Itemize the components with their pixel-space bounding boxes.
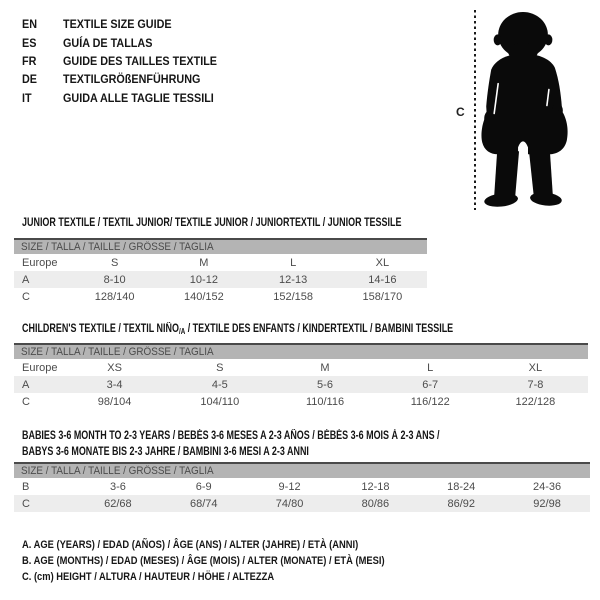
size-cell: 140/152 <box>183 290 224 303</box>
legend-line-a: A. AGE (YEARS) / EDAD (AÑOS) / ÂGE (ANS) / ALTER (JAHRE) / ETÀ (ANNI) <box>22 539 359 551</box>
size-cell: 24-36 <box>532 480 562 493</box>
row-label: C <box>22 395 30 408</box>
children-title-post: / TEXTILE DES ENFANTS / KINDERTEXTIL / BAMBINI TESSILE <box>185 323 454 335</box>
language-label: GUIDE DES TAILLES TEXTILE <box>63 53 218 68</box>
size-cell: S <box>216 361 224 374</box>
table-row <box>14 478 590 495</box>
table-row <box>14 254 427 271</box>
size-header-bar <box>14 464 590 478</box>
size-cell: 3-4 <box>106 378 123 391</box>
size-header-text: SIZE / TALLA / TAILLE / GRÖSSE / TAGLIA <box>21 241 214 253</box>
size-cell: 5-6 <box>317 378 333 391</box>
size-cell: 12-13 <box>279 273 308 286</box>
table-row <box>14 393 588 410</box>
size-cell: 9-12 <box>278 480 301 493</box>
size-cell: 128/140 <box>94 290 135 303</box>
babies-title-line2: BABYS 3-6 MONATE BIS 2-3 JAHRE / BAMBINI 3-6 MESI A 2-3 ANNI <box>22 445 309 458</box>
size-cell: 8-10 <box>103 273 126 286</box>
children-title-sub: /A <box>178 327 186 336</box>
size-cell: 152/158 <box>273 290 313 303</box>
language-code: FR <box>22 53 37 68</box>
babies-size-table <box>14 462 590 512</box>
children-title-pre: CHILDREN'S TEXTILE / TEXTIL NIÑO <box>22 323 179 335</box>
size-cell: 104/110 <box>200 395 240 408</box>
language-code: EN <box>22 17 38 32</box>
babies-title-line1: BABIES 3-6 MONTH TO 2-3 YEARS / BEBÉS 3-6 MESES A 2-3 AÑOS / BÉBÉS 3-6 MOIS À 2-3 ANS / <box>22 430 440 442</box>
legend-line-b: B. AGE (MONTHS) / EDAD (MESES) / ÂGE (MOIS) / ALTER (MONATE) / ETÀ (MESI) <box>22 555 385 567</box>
size-header-bar <box>14 345 588 359</box>
language-row <box>22 70 234 88</box>
size-cell: 110/116 <box>305 395 345 408</box>
language-label: TEXTILE SIZE GUIDE <box>63 17 172 32</box>
size-cell: 74/80 <box>275 497 304 510</box>
size-cell: 122/128 <box>515 395 556 408</box>
size-cell: 116/122 <box>410 395 450 408</box>
size-cell: XL <box>528 361 543 374</box>
table-row <box>14 359 588 376</box>
table-row <box>14 271 427 288</box>
size-cell: L <box>427 361 434 374</box>
legend-line-c: C. (cm) HEIGHT / ALTURA / HAUTEUR / HÖHE / ALTEZZA <box>22 571 275 583</box>
height-measure-label: C <box>456 105 465 119</box>
baby-silhouette-icon <box>478 8 580 212</box>
size-cell: XS <box>107 361 122 374</box>
row-label: Europe <box>22 256 58 269</box>
row-label: Europe <box>22 361 58 374</box>
size-cell: 98/104 <box>97 395 132 408</box>
size-cell: 158/170 <box>362 290 403 303</box>
size-cell: 3-6 <box>109 480 126 493</box>
table-row <box>14 376 588 393</box>
table-row <box>14 288 427 305</box>
size-cell: 14-16 <box>368 273 397 286</box>
junior-size-table <box>14 238 427 305</box>
children-table-title <box>22 323 453 338</box>
size-cell: M <box>320 361 330 374</box>
junior-table-title: JUNIOR TEXTILE / TEXTIL JUNIOR/ TEXTILE JUNIOR / JUNIORTEXTIL / JUNIOR TESSILE <box>22 217 402 229</box>
language-row <box>22 89 234 107</box>
size-cell: 80/86 <box>361 497 390 510</box>
language-code: IT <box>22 90 32 105</box>
size-header-text: SIZE / TALLA / TAILLE / GRÖSSE / TAGLIA <box>21 346 214 358</box>
language-label: GUÍA DE TALLAS <box>63 35 153 50</box>
size-header-bar <box>14 240 427 254</box>
size-cell: L <box>290 256 297 269</box>
size-cell: 7-8 <box>527 378 544 391</box>
size-cell: M <box>199 256 209 269</box>
language-row <box>22 52 234 70</box>
language-code: ES <box>22 35 37 50</box>
measurement-legend <box>22 537 449 585</box>
size-cell: 12-18 <box>361 480 390 493</box>
size-cell: 18-24 <box>447 480 476 493</box>
size-cell: 4-5 <box>211 378 228 391</box>
language-title-block <box>22 15 234 107</box>
size-cell: 68/74 <box>189 497 218 510</box>
size-cell: 10-12 <box>189 273 218 286</box>
language-label: GUIDA ALLE TAGLIE TESSILI <box>63 90 214 105</box>
language-row <box>22 33 234 51</box>
height-dotted-line <box>474 10 476 210</box>
language-code: DE <box>22 72 38 87</box>
row-label: C <box>22 290 30 303</box>
row-label: B <box>22 480 30 493</box>
size-cell: 92/98 <box>533 497 561 510</box>
size-cell: S <box>110 256 119 269</box>
row-label: C <box>22 497 30 510</box>
size-cell: 62/68 <box>104 497 132 510</box>
row-label: A <box>22 273 30 286</box>
language-label: TEXTILGRÖßENFÜHRUNG <box>63 72 201 87</box>
size-cell: 86/92 <box>447 497 475 510</box>
babies-table-title <box>22 429 440 460</box>
table-row <box>14 495 590 512</box>
size-cell: 6-7 <box>422 378 439 391</box>
size-cell: 6-9 <box>195 480 212 493</box>
children-size-table <box>14 343 588 410</box>
size-cell: XL <box>375 256 390 269</box>
size-header-text: SIZE / TALLA / TAILLE / GRÖSSE / TAGLIA <box>21 465 214 477</box>
row-label: A <box>22 378 30 391</box>
language-row <box>22 15 234 33</box>
